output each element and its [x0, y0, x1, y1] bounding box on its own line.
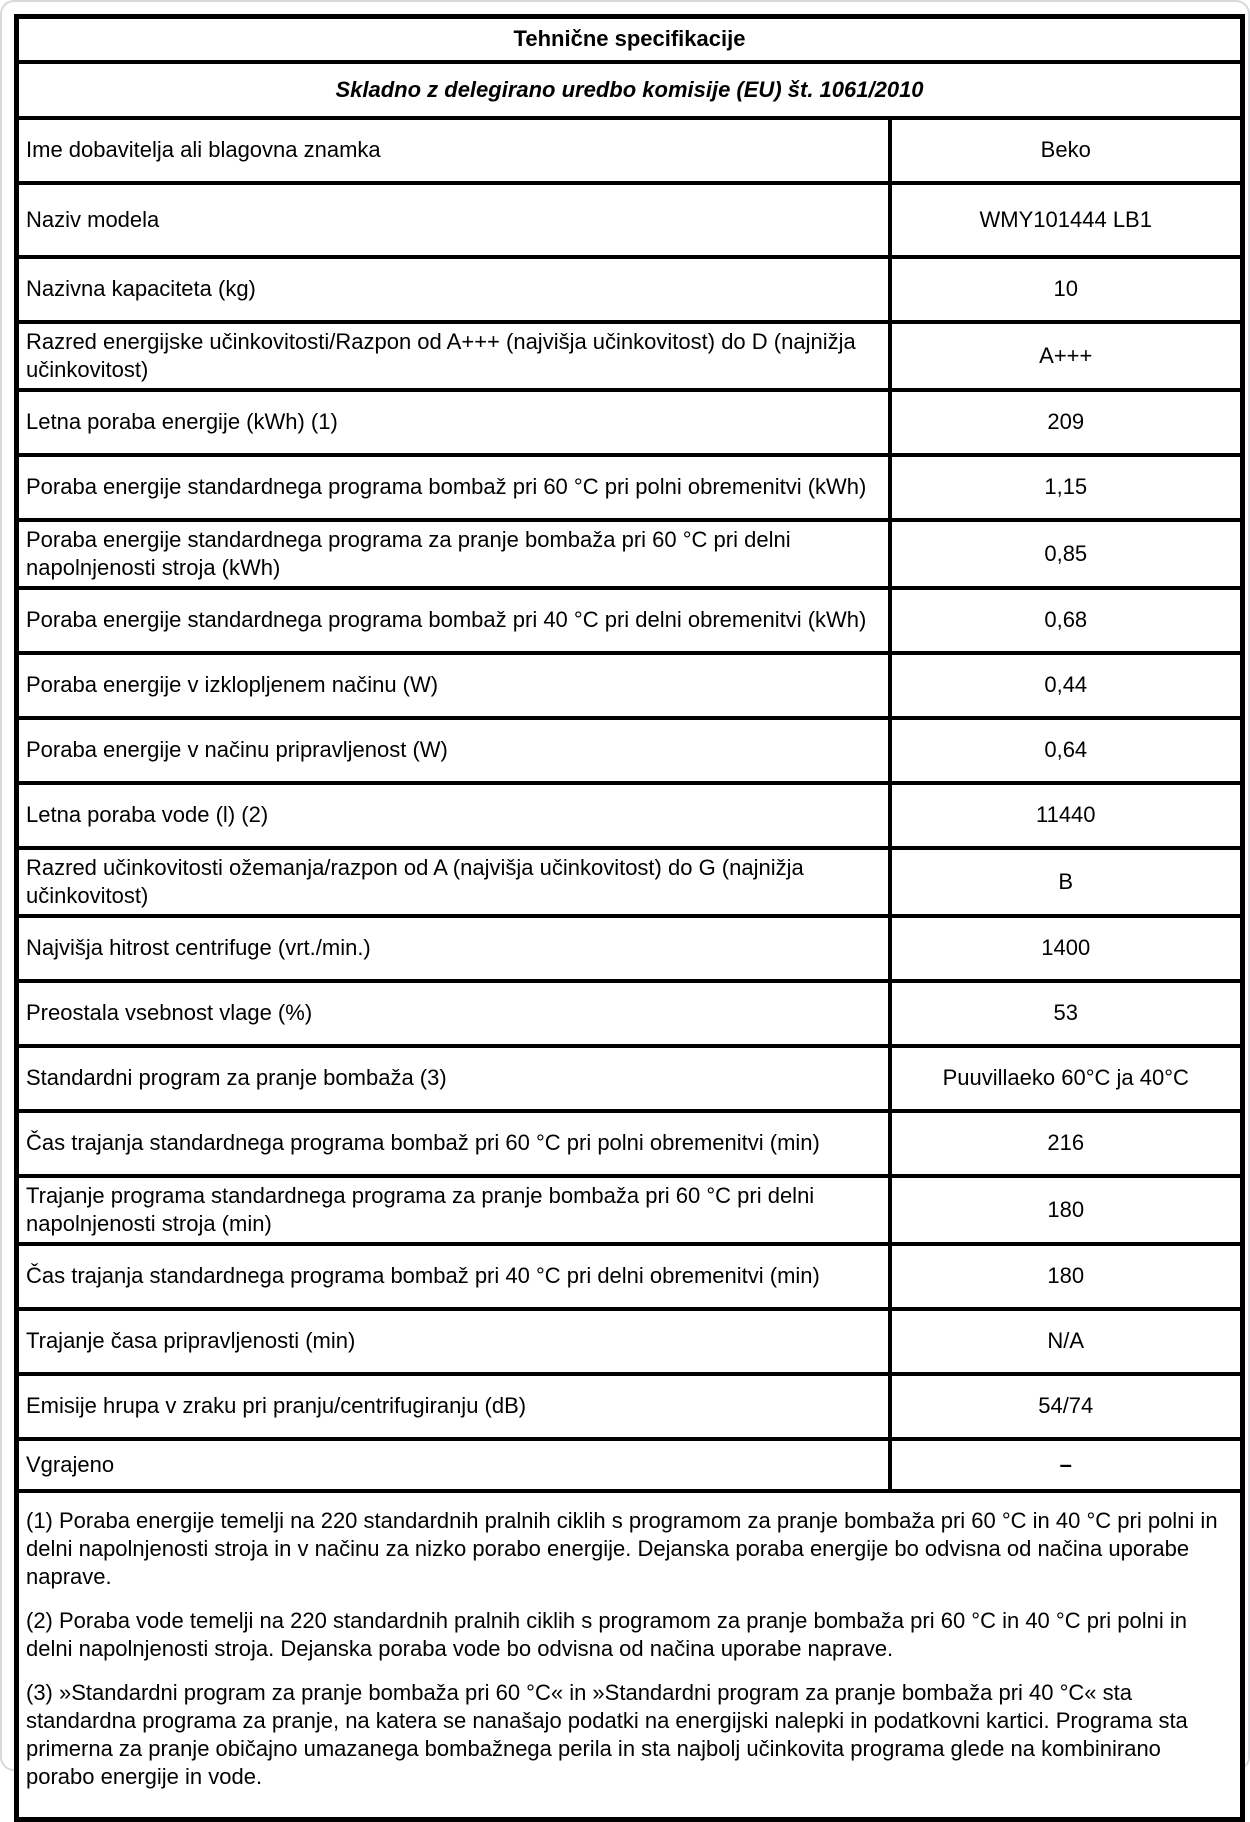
spec-row [17, 981, 1243, 1046]
spec-value: Puuvillaeko 60°C ja 40°C [890, 1046, 1243, 1111]
spec-value: 11440 [890, 783, 1243, 848]
spec-label: Poraba energije v izklopljenem načinu (W) [17, 653, 890, 718]
spec-row [17, 1439, 1243, 1491]
spec-value: 0,85 [890, 520, 1243, 588]
spec-row [17, 118, 1243, 183]
spec-row [17, 520, 1243, 588]
spec-row [17, 783, 1243, 848]
spec-value: 0,64 [890, 718, 1243, 783]
spec-row [17, 653, 1243, 718]
spec-row [17, 1374, 1243, 1439]
spec-value: 216 [890, 1111, 1243, 1176]
footnote-2: (2) Poraba vode temelji na 220 standardnih pralnih ciklih s programom za pranje bombaža pri 60 °C in 40 °C pri polni in delni napolnjenosti stroja. Dejanska poraba vode bo odvisna od načina uporabe naprave. [26, 1607, 1187, 1661]
spec-row [17, 718, 1243, 783]
spec-label: Letna poraba energije (kWh) (1) [17, 390, 890, 455]
spec-label: Vgrajeno [17, 1439, 890, 1491]
spec-label: Čas trajanja standardnega programa bombaž pri 40 °C pri delni obremenitvi (min) [17, 1244, 890, 1309]
spec-label: Najvišja hitrost centrifuge (vrt./min.) [17, 916, 890, 981]
spec-row [17, 588, 1243, 653]
spec-row [17, 183, 1243, 257]
spec-row [17, 1111, 1243, 1176]
spec-label: Razred energijske učinkovitosti/Razpon od A+++ (najvišja učinkovitost) do D (najnižja učinkovitost) [17, 322, 890, 390]
spec-value: 53 [890, 981, 1243, 1046]
spec-row [17, 848, 1243, 916]
table-title-row [17, 17, 1243, 62]
footnotes-cell [17, 1491, 1243, 1820]
regulation-subtitle: Skladno z delegirano uredbo komisije (EU) št. 1061/2010 [17, 62, 1243, 118]
spec-row [17, 1176, 1243, 1244]
spec-row [17, 916, 1243, 981]
spec-label: Poraba energije v načinu pripravljenost (W) [17, 718, 890, 783]
spec-label: Poraba energije standardnega programa bombaž pri 60 °C pri polni obremenitvi (kWh) [17, 455, 890, 520]
spec-value: Beko [890, 118, 1243, 183]
spec-label: Emisije hrupa v zraku pri pranju/centrifugiranju (dB) [17, 1374, 890, 1439]
spec-value: A+++ [890, 322, 1243, 390]
spec-value: 180 [890, 1176, 1243, 1244]
spec-value: 1,15 [890, 455, 1243, 520]
spec-row [17, 1046, 1243, 1111]
spec-row [17, 455, 1243, 520]
spec-value: 0,44 [890, 653, 1243, 718]
spec-value: 54/74 [890, 1374, 1243, 1439]
spec-value: 10 [890, 257, 1243, 322]
spec-label: Čas trajanja standardnega programa bombaž pri 60 °C pri polni obremenitvi (min) [17, 1111, 890, 1176]
spec-value: – [890, 1439, 1243, 1491]
spec-row [17, 322, 1243, 390]
spec-label: Trajanje programa standardnega programa za pranje bombaža pri 60 °C pri delni napolnjenosti stroja (min) [17, 1176, 890, 1244]
spec-value: B [890, 848, 1243, 916]
spec-label: Naziv modela [17, 183, 890, 257]
spec-label: Letna poraba vode (l) (2) [17, 783, 890, 848]
spec-value: 0,68 [890, 588, 1243, 653]
spec-value: 1400 [890, 916, 1243, 981]
footnote-1: (1) Poraba energije temelji na 220 standardnih pralnih ciklih s programom za pranje bombaža pri 60 °C in 40 °C pri polni in delni napolnjenosti stroja in v načinu za nizko porabo energije. Dejanska poraba energije bo odvisna od načina uporabe naprave. [26, 1507, 1218, 1589]
spec-label: Ime dobavitelja ali blagovna znamka [17, 118, 890, 183]
spec-row [17, 1244, 1243, 1309]
table-subtitle-row [17, 62, 1243, 118]
spec-value: N/A [890, 1309, 1243, 1374]
spec-label: Razred učinkovitosti ožemanja/razpon od A (najvišja učinkovitost) do G (najnižja učinkovitost) [17, 848, 890, 916]
spec-label: Poraba energije standardnega programa bombaž pri 40 °C pri delni obremenitvi (kWh) [17, 588, 890, 653]
spec-row [17, 257, 1243, 322]
footnotes-row [17, 1491, 1243, 1820]
spec-value: WMY101444 LB1 [890, 183, 1243, 257]
spec-value: 180 [890, 1244, 1243, 1309]
spec-row [17, 390, 1243, 455]
spec-label: Nazivna kapaciteta (kg) [17, 257, 890, 322]
spec-row [17, 1309, 1243, 1374]
spec-label: Trajanje časa pripravljenosti (min) [17, 1309, 890, 1374]
spec-label: Standardni program za pranje bombaža (3) [17, 1046, 890, 1111]
technical-specifications-table [14, 14, 1245, 1822]
page-title: Tehnične specifikacije [17, 17, 1243, 62]
footnote-3: (3) »Standardni program za pranje bombaža pri 60 °C« in »Standardni program za pranje bombaža pri 40 °C« sta standardna programa za pranje, na katera se nanašajo podatki na energijski nalepki in podatkovni kartici. Programa sta primerna za pranje običajno umazanega bombažnega perila in sta najbolj učinkovita programa glede na kombinirano porabo energije in vode. [26, 1679, 1188, 1789]
spec-label: Preostala vsebnost vlage (%) [17, 981, 890, 1046]
spec-value: 209 [890, 390, 1243, 455]
spec-label: Poraba energije standardnega programa za pranje bombaža pri 60 °C pri delni napolnjenosti stroja (kWh) [17, 520, 890, 588]
